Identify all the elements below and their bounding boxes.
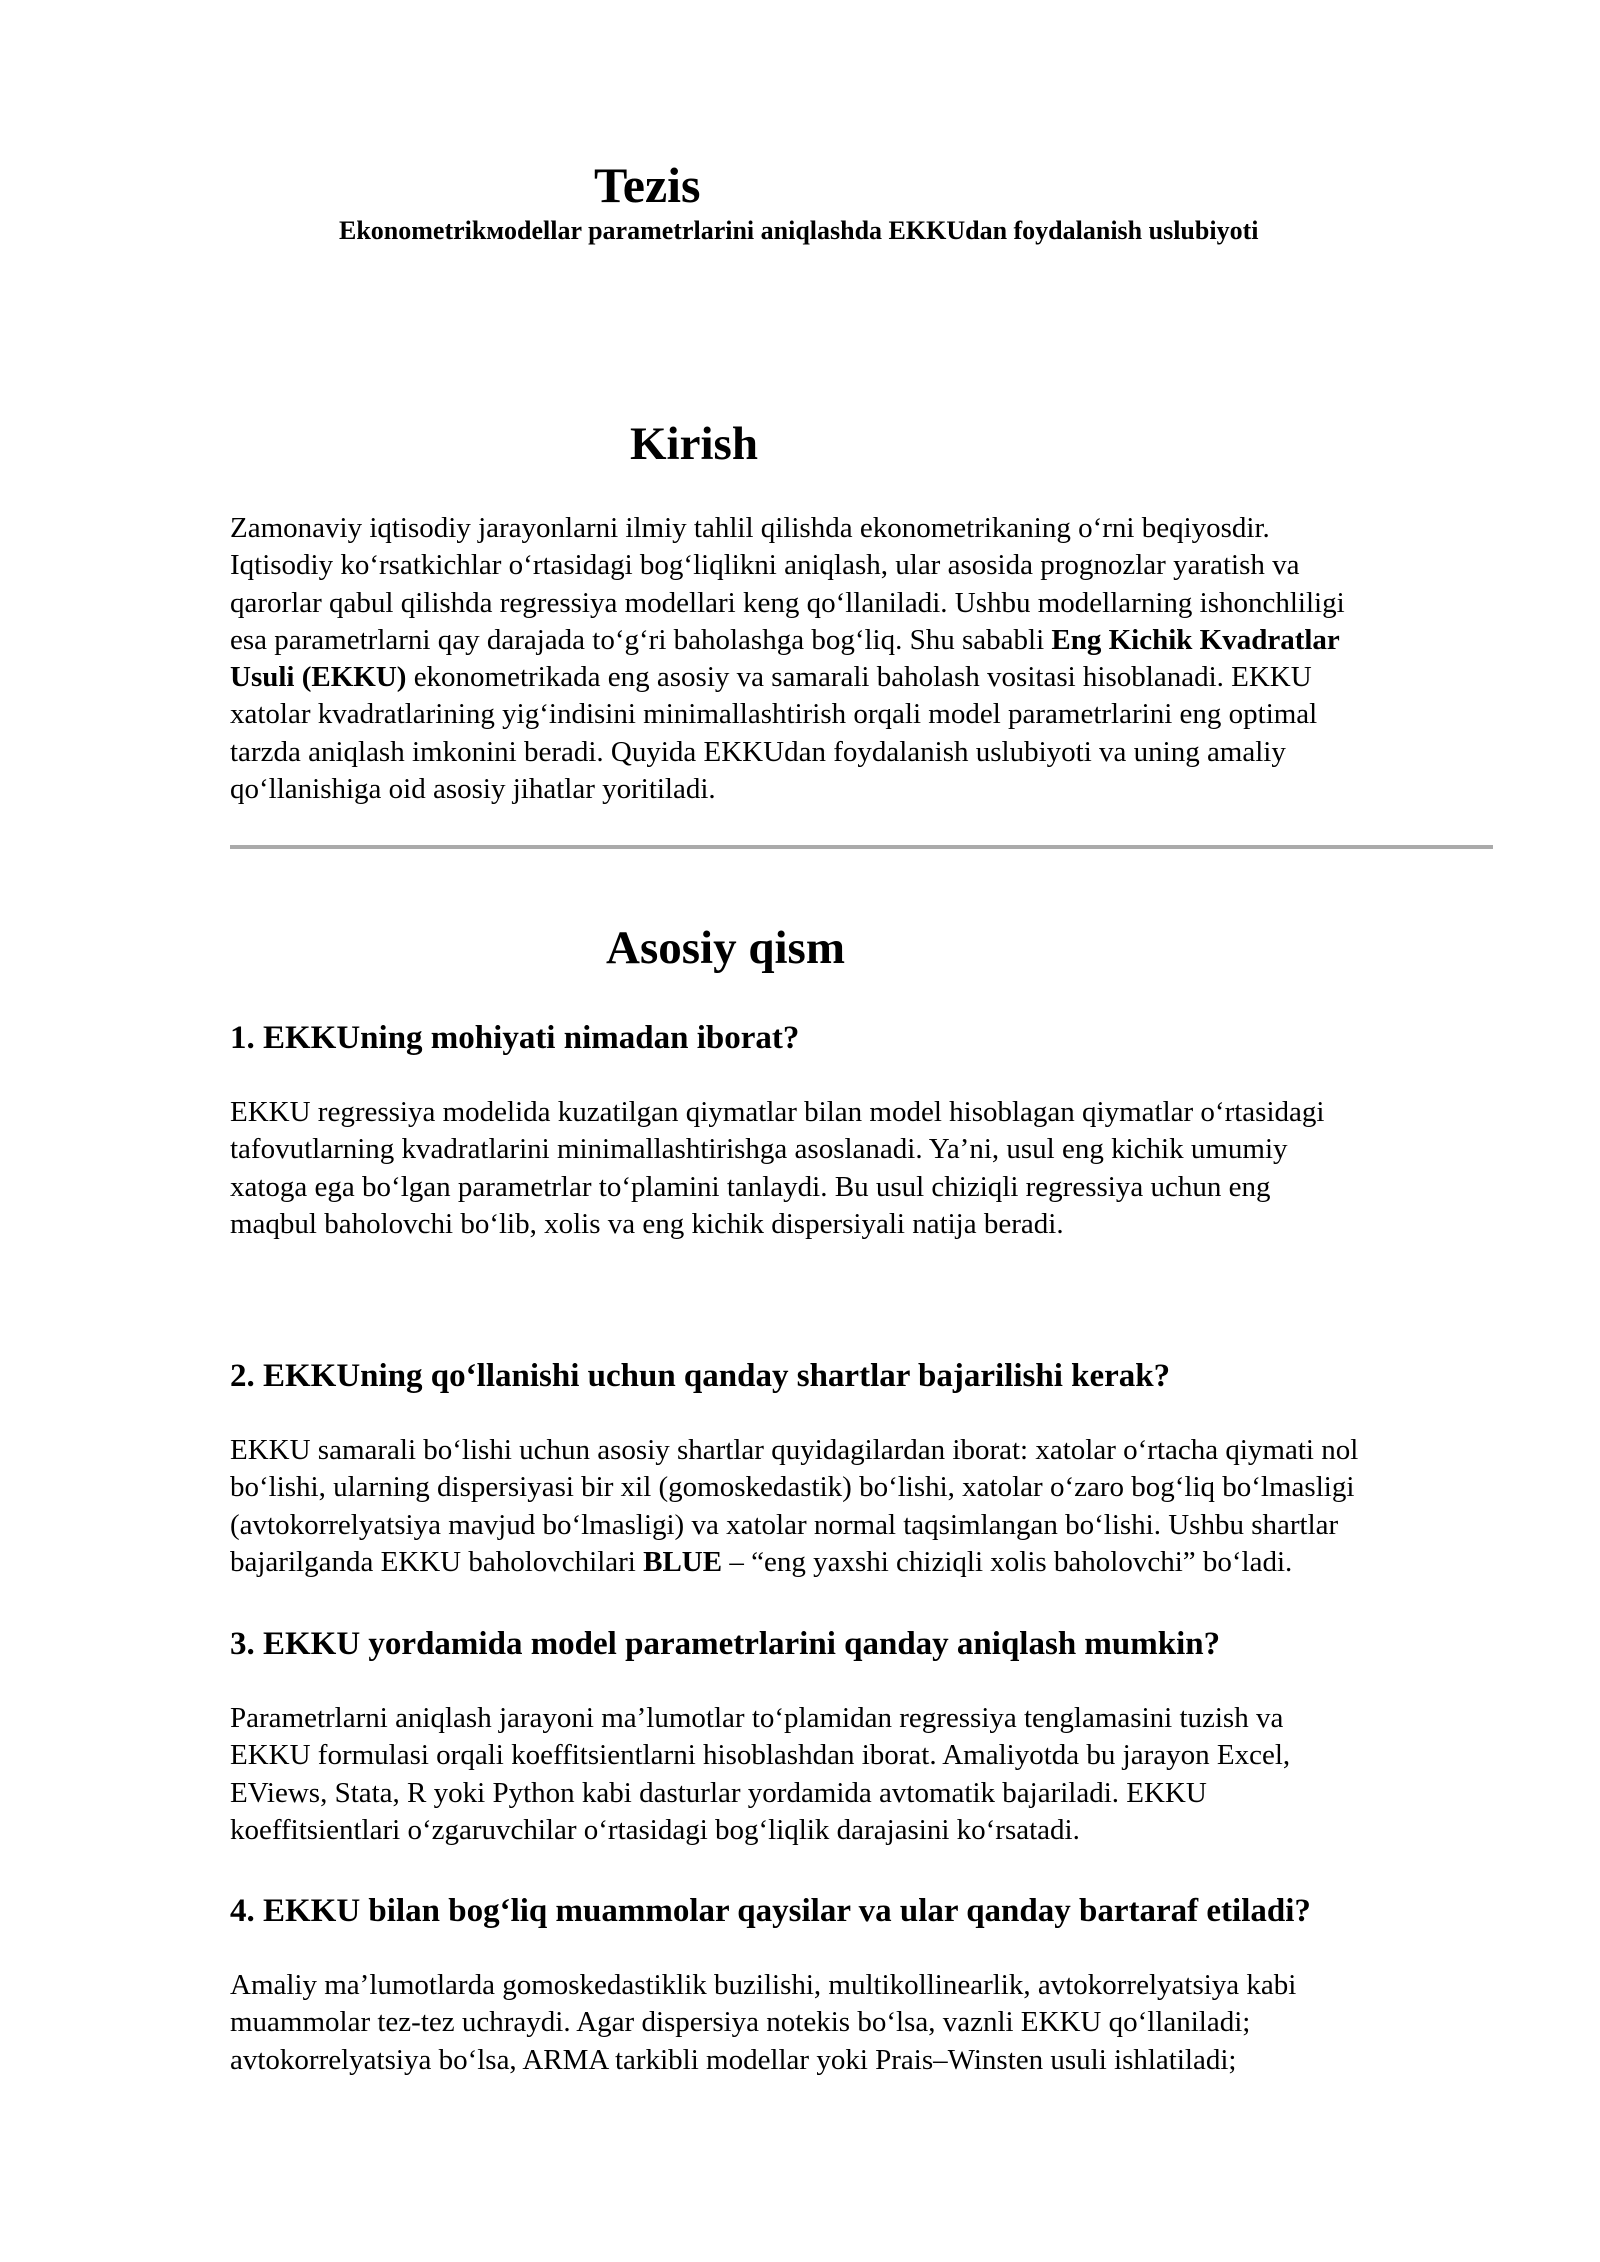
intro-line bbox=[230, 659, 1510, 696]
intro-line: qarorlar qabul qilishda regressiya modellari keng qo‘llaniladi. Ushbu modellarning ishonchliligi bbox=[230, 586, 1345, 619]
intro-line: xatolar kvadratlarining yig‘indisini minimallashtirish orqali model parametrlarini eng optimal bbox=[230, 698, 1318, 731]
paragraph-line: koeffitsientlari o‘zgaruvchilar o‘rtasidagi bog‘liqlik darajasini ko‘rsatadi. bbox=[230, 1813, 1080, 1846]
intro-line: tarzda aniqlash imkonini beradi. Quyida EKKUdan foydalanish uslubiyoti va uning amaliy bbox=[230, 735, 1286, 768]
paragraph-text: bajarilganda EKKU baholovchilari bbox=[230, 1545, 644, 1578]
intro-line: Zamonaviy iqtisodiy jarayonlarni ilmiy tahlil qilishda ekonometrikaning o‘rni beqiyosdir. bbox=[230, 512, 1270, 544]
section-heading-kirish: Kirish bbox=[630, 418, 758, 470]
paragraph-line: bo‘lishi, ularning dispersiyasi bir xil (gomoskedastik) bo‘lishi, xatolar o‘zaro bog‘liq bo‘lmasligi bbox=[230, 1471, 1355, 1504]
answer-paragraph-3 bbox=[230, 1700, 1510, 1849]
document-title: Tezis bbox=[594, 157, 701, 213]
intro-text: esa parametrlarni qay darajada to‘g‘ri baholashga bog‘liq. Shu sababli bbox=[230, 623, 1052, 656]
paragraph-line: xatoga ega bo‘lgan parametrlar to‘plamini tanlaydi. Bu usul chiziqli regressiya uchun eng bbox=[230, 1170, 1271, 1203]
question-heading-3: 3. EKKU yordamida model parametrlarini qanday aniqlash mumkin? bbox=[230, 1626, 1221, 1662]
paragraph-line bbox=[230, 1544, 1510, 1581]
paragraph-text: – “eng yaxshi chiziqli xolis baholovchi” bo‘ladi. bbox=[722, 1545, 1293, 1578]
question-heading-2: 2. EKKUning qo‘llanishi uchun qanday shartlar bajarilishi kerak? bbox=[230, 1358, 1171, 1394]
paragraph-line: muammolar tez-tez uchraydi. Agar dispersiya notekis bo‘lsa, vaznli EKKU qo‘llaniladi; bbox=[230, 2006, 1251, 2039]
paragraph-line: Amaliy ma’lumotlarda gomoskedastiklik buzilishi, multikollinearlik, avtokorrelyatsiya kabi bbox=[230, 1969, 1297, 2001]
question-heading-1: 1. EKKUning mohiyati nimadan iborat? bbox=[230, 1020, 800, 1056]
answer-paragraph-4 bbox=[230, 1967, 1510, 2079]
paragraph-line: avtokorrelyatsiya bo‘lsa, ARMA tarkibli modellar yoki Prais–Winsten usuli ishlatiladi; bbox=[230, 2043, 1237, 2076]
intro-text: ekonometrikada eng asosiy va samarali baholash vositasi hisoblanadi. EKKU bbox=[406, 661, 1312, 694]
section-heading-asosiy-qism: Asosiy qism bbox=[606, 922, 845, 974]
blue-term-bold: BLUE bbox=[643, 1545, 723, 1578]
paragraph-line: maqbul baholovchi bo‘lib, xolis va eng kichik dispersiyali natija beradi. bbox=[230, 1207, 1064, 1240]
ekku-term-bold: Eng Kichik Kvadratlar bbox=[1051, 623, 1340, 656]
intro-paragraph bbox=[230, 510, 1510, 808]
paragraph-line: (avtokorrelyatsiya mavjud bo‘lmasligi) va xatolar normal taqsimlangan bo‘lishi. Ushbu shartlar bbox=[230, 1508, 1339, 1541]
intro-line: Iqtisodiy ko‘rsatkichlar o‘rtasidagi bog‘liqlikni aniqlash, ular asosida prognozlar yaratish va bbox=[230, 549, 1300, 582]
question-heading-4: 4. EKKU bilan bog‘liq muammolar qaysilar va ular qanday bartaraf etiladi? bbox=[230, 1893, 1311, 1929]
intro-line bbox=[230, 622, 1510, 659]
paragraph-line: Parametrlarni aniqlash jarayoni ma’lumotlar to‘plamidan regressiya tenglamasini tuzish va bbox=[230, 1702, 1284, 1734]
horizontal-divider bbox=[230, 845, 1493, 849]
answer-paragraph-2 bbox=[230, 1432, 1510, 1581]
intro-line: qo‘llanishiga oid asosiy jihatlar yoritiladi. bbox=[230, 773, 716, 806]
document-subtitle: Ekonometrikмodellar parametrlarini aniqlashda EKKUdan foydalanish uslubiyoti bbox=[339, 216, 1259, 245]
answer-paragraph-1 bbox=[230, 1094, 1510, 1243]
paragraph-line: EKKU samarali bo‘lishi uchun asosiy shartlar quyidagilardan iborat: xatolar o‘rtacha qiymati nol bbox=[230, 1434, 1359, 1466]
paragraph-line: EKKU formulasi orqali koeffitsientlarni hisoblashdan iborat. Amaliyotda bu jarayon Excel, bbox=[230, 1739, 1291, 1772]
paragraph-line: EViews, Stata, R yoki Python kabi dasturlar yordamida avtomatik bajariladi. EKKU bbox=[230, 1776, 1207, 1809]
paragraph-line: tafovutlarning kvadratlarini minimallashtirishga asoslanadi. Ya’ni, usul eng kichik umumiy bbox=[230, 1133, 1288, 1166]
ekku-term-bold: Usuli (EKKU) bbox=[230, 661, 407, 694]
paragraph-line: EKKU regressiya modelida kuzatilgan qiymatlar bilan model hisoblagan qiymatlar o‘rtasidagi bbox=[230, 1096, 1325, 1128]
